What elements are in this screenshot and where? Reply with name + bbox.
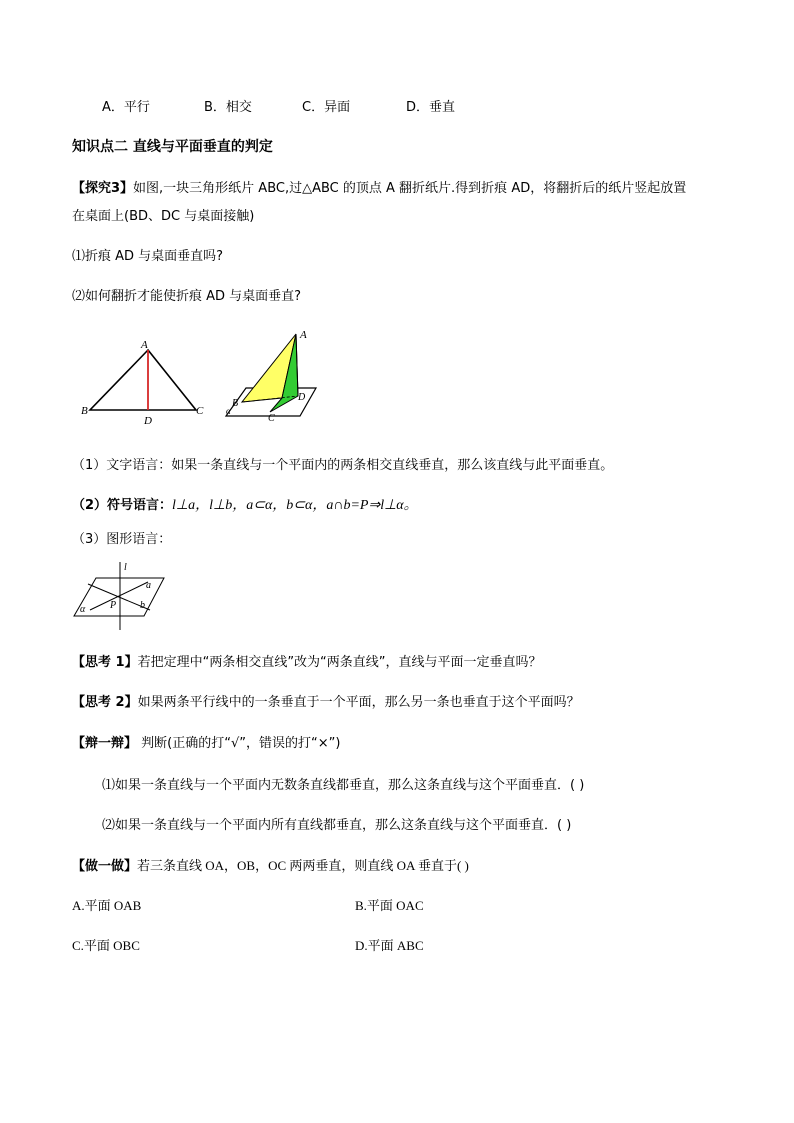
- think1: [72, 651, 542, 670]
- judge-tag: 【辩一辩】: [72, 736, 138, 751]
- explore-tag: 【探究3】: [72, 181, 134, 196]
- fold-label-b: B: [232, 398, 239, 409]
- fold-label-d: D: [298, 392, 306, 403]
- figure-language: （3）图形语言：: [72, 532, 172, 547]
- explore-text: 如图,一块三角形纸片 ABC,过△ABC 的顶点 A 翻折纸片.得到折痕 AD，将翻折后的纸片竖起放置: [133, 181, 687, 196]
- do-option-d: D.平面 ABC: [355, 938, 424, 953]
- judge-item1: ⑴如果一条直线与一个平面内无数条直线都垂直，那么这条直线与这个平面垂直．( ): [102, 778, 585, 793]
- plane-label-b: b: [140, 600, 145, 611]
- think2: [72, 691, 580, 710]
- plane-label-l: l: [124, 562, 127, 573]
- judge-item2: ⑵如果一条直线与一个平面内所有直线都垂直，那么这条直线与这个平面垂直．( ): [102, 818, 572, 833]
- explore-q1: ⑴折痕 AD 与桌面垂直吗?: [72, 249, 224, 264]
- label-c: C: [196, 405, 204, 417]
- do-option-b: B.平面 OAC: [355, 898, 424, 913]
- explore-line1: [72, 177, 686, 196]
- text-language: （1）文字语言：如果一条直线与一个平面内的两条相交直线垂直，那么该直线与此平面垂直。: [72, 458, 614, 473]
- symbol-language-expr: l⊥a，l⊥b，a⊂α，b⊂α，a∩b=P⇒l⊥α。: [172, 498, 418, 513]
- think2-tag: 【思考 2】: [72, 695, 138, 710]
- symbol-language-label: （2）符号语言：: [72, 498, 173, 513]
- label-b: B: [81, 405, 88, 417]
- think2-text: 如果两条平行线中的一条垂直于一个平面，那么另一条也垂直于这个平面吗？: [137, 695, 580, 710]
- fold-label-c: C: [268, 413, 275, 424]
- do-option-c: C.平面 OBC: [72, 938, 140, 953]
- plane-label-a: a: [146, 580, 151, 591]
- symbol-language: [72, 494, 418, 514]
- do-question: [72, 855, 469, 874]
- label-a: A: [141, 339, 148, 351]
- plane-label-p: P: [110, 600, 117, 611]
- judge-heading: [72, 732, 340, 751]
- judge-text: 判断(正确的打“√”，错误的打“×”): [137, 736, 341, 751]
- fold-label-alpha: α: [226, 406, 231, 416]
- plane-label-alpha: α: [80, 604, 86, 615]
- choice-d: D．垂直: [406, 100, 456, 115]
- choice-a: A．平行: [102, 100, 150, 115]
- explore-line2: 在桌面上(BD、DC 与桌面接触): [72, 209, 255, 224]
- explore-q2: ⑵如何翻折才能使折痕 AD 与桌面垂直?: [72, 289, 302, 304]
- plane-figure: [70, 560, 170, 632]
- do-option-a: A.平面 OAB: [72, 898, 142, 913]
- do-tag: 【做一做】: [72, 859, 138, 874]
- fold-label-a: A: [300, 329, 307, 341]
- section-title: 知识点二 直线与平面垂直的判定: [72, 139, 273, 155]
- triangle-figure: [78, 336, 210, 428]
- choice-b: B．相交: [204, 100, 252, 115]
- think1-text: 若把定理中“两条相交直线”改为“两条直线”，直线与平面一定垂直吗？: [137, 655, 542, 670]
- choice-c: C．异面: [302, 100, 351, 115]
- label-d: D: [144, 415, 152, 427]
- think1-tag: 【思考 1】: [72, 655, 138, 670]
- folded-paper-figure: [220, 326, 330, 424]
- do-text: 若三条直线 OA，OB，OC 两两垂直，则直线 OA 垂直于( ): [137, 858, 469, 873]
